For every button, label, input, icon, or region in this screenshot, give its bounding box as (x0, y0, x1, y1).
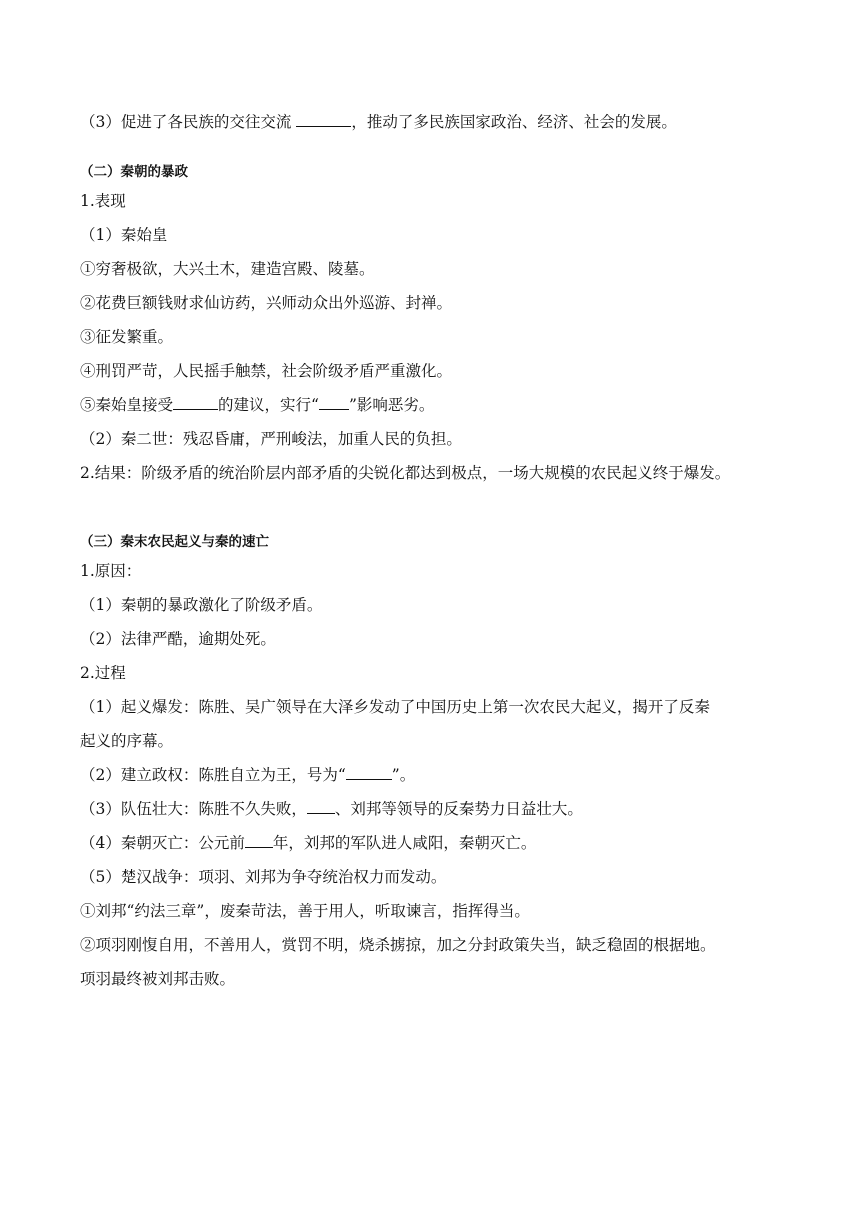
fill-blank[interactable] (173, 395, 218, 410)
list-item-with-blank (80, 765, 415, 785)
list-item: （1）秦始皇 (80, 226, 168, 244)
text: ”。 (391, 766, 416, 784)
text: ⑤秦始皇接受 (80, 396, 174, 414)
fill-blank[interactable] (245, 833, 273, 848)
fill-blank[interactable] (346, 765, 392, 780)
subheading-manifestation: 1.表现 (80, 192, 126, 210)
list-item: （2）法律严酷，逾期处死。 (80, 630, 276, 648)
fill-blank[interactable] (296, 112, 351, 127)
text: 、刘邦等领导的反秦势力日益壮大。 (334, 800, 583, 818)
text: 的建议，实行“ (218, 396, 319, 414)
list-item: ③征发繁重。 (80, 328, 174, 346)
list-item-with-blanks (80, 395, 434, 415)
fill-blank[interactable] (319, 395, 349, 410)
list-item: （1）起义爆发：陈胜、吴广领导在大泽乡发动了中国历史上第一次农民大起义，揭开了反秦 (80, 698, 710, 716)
section-heading-tyranny: （二）秦朝的暴政 (80, 164, 188, 180)
list-item: ②项羽刚愎自用，不善用人，赏罚不明，烧杀掳掠，加之分封政策失当，缺乏稳固的根据地。 (80, 936, 716, 954)
text: （2）建立政权：陈胜自立为王，号为“ (80, 766, 346, 784)
fill-blank[interactable] (307, 799, 335, 814)
list-item-with-blank (80, 833, 536, 853)
text: 年，刘邦的军队进人咸阳，秦朝灭亡。 (272, 834, 537, 852)
list-item: ④刑罚严苛，人民摇手触禁，社会阶级矛盾严重激化。 (80, 362, 453, 380)
text: （3）队伍壮大：陈胜不久失败， (80, 800, 307, 818)
list-item: （5）楚汉战争：项羽、刘邦为争夺统治权力而发动。 (80, 868, 447, 886)
list-item-continuation: 起义的序幕。 (80, 732, 174, 750)
list-item: ②花费巨额钱财求仙访药，兴师动众出外巡游、封禅。 (80, 294, 453, 312)
list-item: （1）秦朝的暴政激化了阶级矛盾。 (80, 596, 323, 614)
paragraph-result: 2.结果：阶级矛盾的统治阶层内部矛盾的尖锐化都达到极点，一场大规模的农民起义终于爆发。 (80, 464, 731, 482)
text: ”影响恶劣。 (348, 396, 435, 414)
text: （4）秦朝灭亡：公元前 (80, 834, 245, 852)
text: ，推动了多民族国家政治、经济、社会的发展。 (351, 113, 677, 131)
subheading-process: 2.过程 (80, 664, 126, 682)
list-item: ①刘邦“约法三章”，废秦苛法，善于用人，听取谏言，指挥得当。 (80, 902, 530, 920)
list-item-with-blank (80, 799, 583, 819)
list-item: ①穷奢极欲，大兴土木，建造宫殿、陵墓。 (80, 260, 375, 278)
text: （3）促进了各民族的交往交流 (80, 113, 292, 131)
list-item-continuation: 项羽最终被刘邦击败。 (80, 970, 236, 988)
list-item: （2）秦二世：残忍昏庸，严刑峻法，加重人民的负担。 (80, 430, 462, 448)
section-heading-uprising: （三）秦末农民起义与秦的速亡 (80, 534, 269, 550)
paragraph-item3 (80, 112, 677, 132)
subheading-reason: 1.原因： (80, 562, 142, 580)
